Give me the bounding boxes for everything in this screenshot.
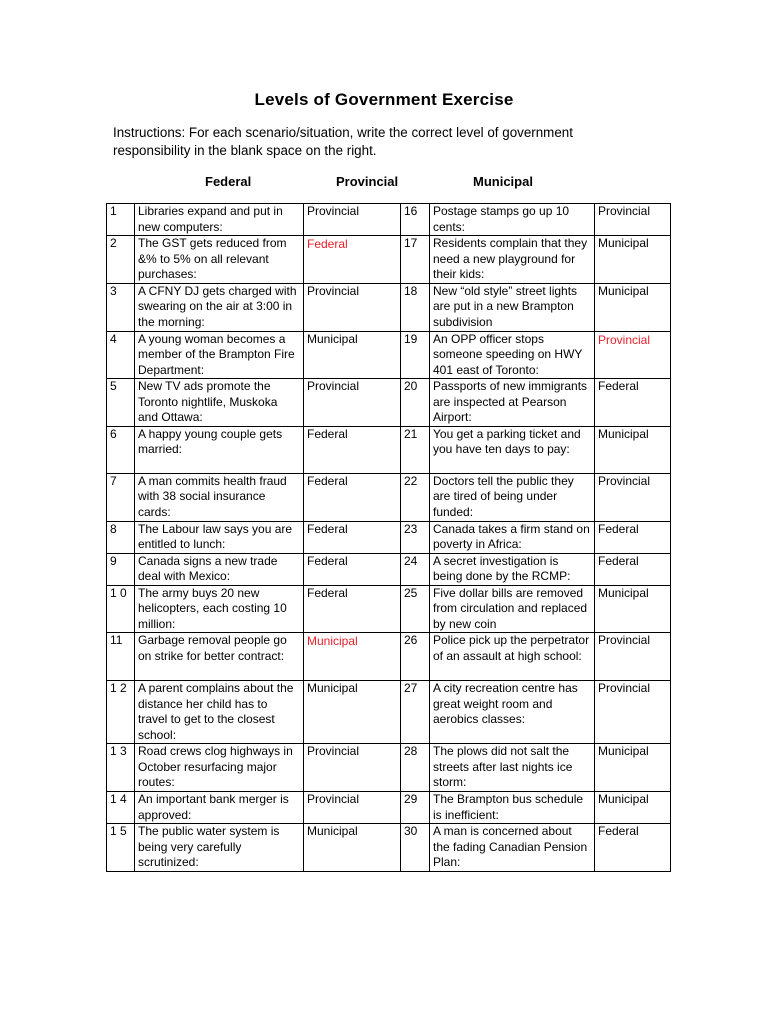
scenario-number: 3 — [107, 283, 135, 331]
answer-cell: Federal — [595, 379, 671, 427]
scenario-number: 16 — [401, 204, 430, 236]
table-row — [107, 331, 671, 379]
scenario-text: A city recreation centre has great weight room and aerobics classes: — [430, 681, 595, 744]
scenario-table-body — [107, 204, 671, 872]
scenario-number: 25 — [401, 585, 430, 633]
answer-cell: Municipal — [595, 744, 671, 792]
scenario-text: Canada takes a firm stand on poverty in Africa: — [430, 521, 595, 553]
scenario-number: 24 — [401, 553, 430, 585]
table-row — [107, 585, 671, 633]
answer-cell: Federal — [595, 824, 671, 872]
scenario-text: The plows did not salt the streets after last nights ice storm: — [430, 744, 595, 792]
scenario-number: 20 — [401, 379, 430, 427]
instructions-text: Instructions: For each scenario/situation, write the correct level of government responsibility in the blank space on the right. — [113, 125, 573, 158]
table-row — [107, 792, 671, 824]
scenario-text: An important bank merger is approved: — [135, 792, 304, 824]
answer-cell: Municipal — [304, 331, 401, 379]
answer-cell: Municipal — [595, 236, 671, 284]
scenario-number: 19 — [401, 331, 430, 379]
scenario-number: 23 — [401, 521, 430, 553]
scenario-number: 5 — [107, 379, 135, 427]
scenario-text: Police pick up the perpetrator of an assault at high school: — [430, 633, 595, 681]
scenario-number: 1 3 — [107, 744, 135, 792]
scenario-number: 26 — [401, 633, 430, 681]
answer-cell: Federal — [304, 426, 401, 473]
table-row — [107, 681, 671, 744]
table-row — [107, 283, 671, 331]
scenario-text: Garbage removal people go on strike for better contract: — [135, 633, 304, 681]
scenario-text: The army buys 20 new helicopters, each costing 10 million: — [135, 585, 304, 633]
scenario-text: The GST gets reduced from &% to 5% on all relevant purchases: — [135, 236, 304, 284]
answer-cell: Provincial — [304, 283, 401, 331]
answer-cell: Municipal — [595, 792, 671, 824]
table-row — [107, 553, 671, 585]
answer-cell: Municipal — [595, 585, 671, 633]
answer-cell: Federal — [595, 521, 671, 553]
table-row — [107, 744, 671, 792]
page-title: Levels of Government Exercise — [254, 90, 514, 109]
scenario-number: 4 — [107, 331, 135, 379]
scenario-number: 27 — [401, 681, 430, 744]
scenario-text: An OPP officer stops someone speeding on HWY 401 east of Toronto: — [430, 331, 595, 379]
scenario-text: A secret investigation is being done by the RCMP: — [430, 553, 595, 585]
scenario-number: 11 — [107, 633, 135, 681]
answer-cell: Provincial — [304, 204, 401, 236]
scenario-number: 1 4 — [107, 792, 135, 824]
table-row — [107, 379, 671, 427]
answer-cell: Federal — [304, 585, 401, 633]
answer-cell: Municipal — [304, 824, 401, 872]
table-row — [107, 824, 671, 872]
scenario-number: 1 — [107, 204, 135, 236]
answer-cell: Provincial — [304, 744, 401, 792]
answer-cell: Municipal — [595, 283, 671, 331]
answer-cell: Provincial — [595, 681, 671, 744]
level-heading-federal: Federal — [205, 174, 252, 189]
answer-cell: Provincial — [304, 792, 401, 824]
scenario-number: 18 — [401, 283, 430, 331]
answer-cell: Federal — [304, 236, 401, 284]
level-heading-provincial: Provincial — [336, 174, 399, 189]
level-heading-municipal: Municipal — [473, 174, 533, 189]
scenario-text: A man commits health fraud with 38 social insurance cards: — [135, 473, 304, 521]
scenario-text: A happy young couple gets married: — [135, 426, 304, 473]
scenario-text: Five dollar bills are removed from circulation and replaced by new coin — [430, 585, 595, 633]
scenario-text: The Labour law says you are entitled to lunch: — [135, 521, 304, 553]
table-row — [107, 521, 671, 553]
answer-cell: Provincial — [304, 379, 401, 427]
scenario-text: The Brampton bus schedule is inefficient: — [430, 792, 595, 824]
scenario-text: Doctors tell the public they are tired of being under funded: — [430, 473, 595, 521]
scenario-number: 1 0 — [107, 585, 135, 633]
scenario-text: Residents complain that they need a new playground for their kids: — [430, 236, 595, 284]
table-row — [107, 204, 671, 236]
scenario-text: A man is concerned about the fading Canadian Pension Plan: — [430, 824, 595, 872]
table-row — [107, 633, 671, 681]
scenario-number: 8 — [107, 521, 135, 553]
scenario-text: New TV ads promote the Toronto nightlife, Muskoka and Ottawa: — [135, 379, 304, 427]
scenario-text: A CFNY DJ gets charged with swearing on the air at 3:00 in the morning: — [135, 283, 304, 331]
scenario-text: A young woman becomes a member of the Brampton Fire Department: — [135, 331, 304, 379]
scenario-text: You get a parking ticket and you have ten days to pay: — [430, 426, 595, 473]
answer-cell: Federal — [304, 473, 401, 521]
scenario-text: The public water system is being very carefully scrutinized: — [135, 824, 304, 872]
answer-cell: Provincial — [595, 473, 671, 521]
scenario-number: 30 — [401, 824, 430, 872]
scenario-text: Passports of new immigrants are inspected at Pearson Airport: — [430, 379, 595, 427]
scenario-text: Libraries expand and put in new computers: — [135, 204, 304, 236]
scenario-number: 17 — [401, 236, 430, 284]
table-row — [107, 426, 671, 473]
scenario-table — [106, 203, 671, 872]
scenario-number: 21 — [401, 426, 430, 473]
answer-cell: Municipal — [595, 426, 671, 473]
answer-cell: Municipal — [304, 681, 401, 744]
scenario-number: 1 2 — [107, 681, 135, 744]
scenario-number: 29 — [401, 792, 430, 824]
answer-cell: Provincial — [595, 331, 671, 379]
answer-cell: Provincial — [595, 204, 671, 236]
scenario-text: A parent complains about the distance her child has to travel to get to the closest school: — [135, 681, 304, 744]
scenario-text: New “old style” street lights are put in a new Brampton subdivision — [430, 283, 595, 331]
scenario-number: 28 — [401, 744, 430, 792]
scenario-number: 7 — [107, 473, 135, 521]
answer-cell: Federal — [304, 553, 401, 585]
answer-cell: Municipal — [304, 633, 401, 681]
answer-cell: Federal — [595, 553, 671, 585]
scenario-number: 2 — [107, 236, 135, 284]
scenario-text: Canada signs a new trade deal with Mexico: — [135, 553, 304, 585]
table-row — [107, 236, 671, 284]
scenario-number: 22 — [401, 473, 430, 521]
scenario-text: Postage stamps go up 10 cents: — [430, 204, 595, 236]
table-row — [107, 473, 671, 521]
scenario-number: 9 — [107, 553, 135, 585]
scenario-number: 1 5 — [107, 824, 135, 872]
scenario-number: 6 — [107, 426, 135, 473]
scenario-text: Road crews clog highways in October resurfacing major routes: — [135, 744, 304, 792]
answer-cell: Federal — [304, 521, 401, 553]
answer-cell: Provincial — [595, 633, 671, 681]
